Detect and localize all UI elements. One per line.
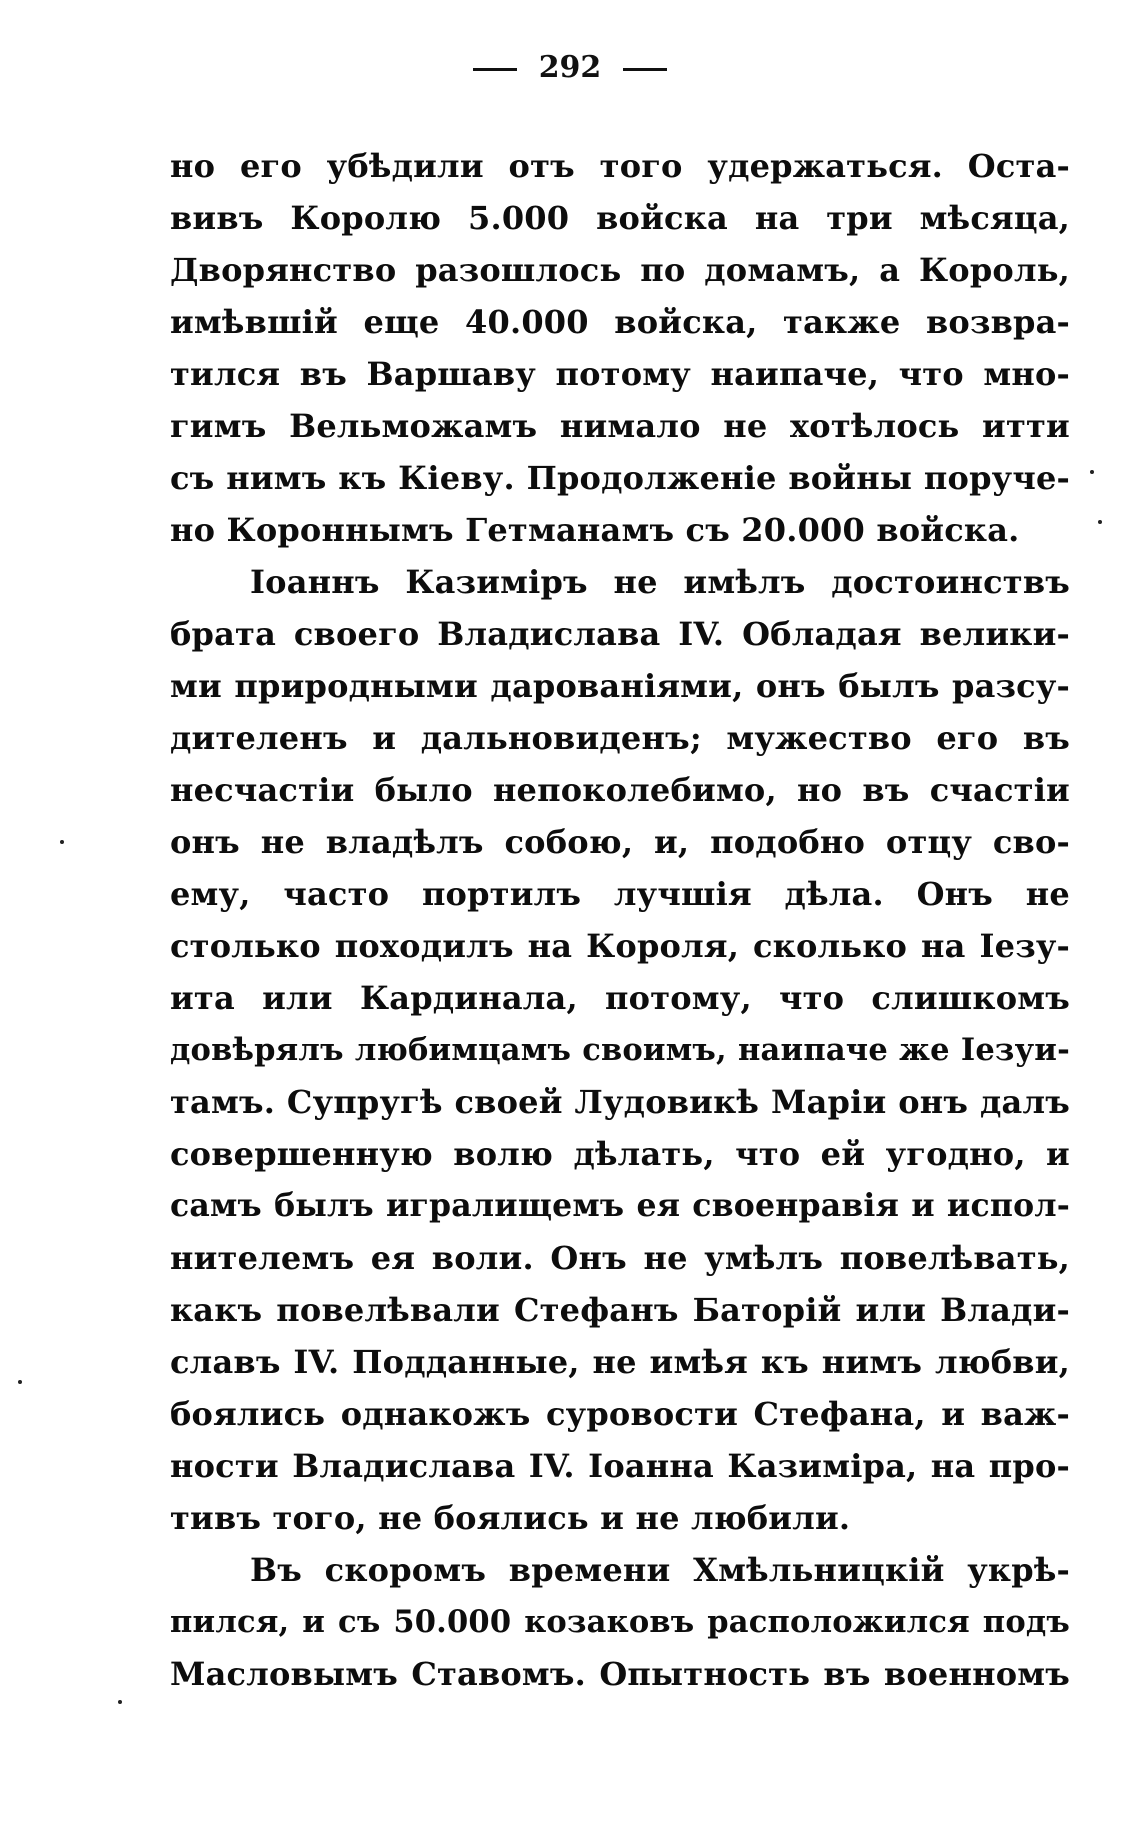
text-line: довѣрялъ любимцамъ своимъ, наипаче же Іезуи-: [170, 1032, 1070, 1068]
text-line: пился, и съ 50.000 козаковъ расположился подъ: [170, 1604, 1070, 1640]
text-line: но Короннымъ Гетманамъ съ 20.000 войска.: [170, 511, 1020, 549]
text-line: тивъ того, не боялись и не любили.: [170, 1499, 851, 1537]
print-speck: [60, 840, 64, 844]
text-line: совершенную волю дѣлать, что ей угодно, и: [170, 1135, 1070, 1173]
text-line: ми природными дарованіями, онъ былъ разсу-: [170, 667, 1070, 705]
text-line: ита или Кардинала, потому, что слишкомъ: [170, 979, 1070, 1017]
text-line: Масловымъ Ставомъ. Опытность въ военномъ: [170, 1655, 1070, 1693]
body-text: [170, 140, 1070, 1700]
text-line: славъ IV. Подданные, не имѣя къ нимъ любви,: [170, 1343, 1070, 1381]
text-line: боялись однакожъ суровости Стефана, и важ-: [170, 1395, 1070, 1433]
header-dash-left: [473, 68, 517, 71]
text-line: вивъ Королю 5.000 войска на три мѣсяца,: [170, 199, 1070, 237]
print-speck: [18, 1380, 22, 1384]
text-line: но его убѣдили отъ того удержаться. Оста-: [170, 147, 1070, 185]
text-line: съ нимъ къ Кіеву. Продолженіе войны поруче-: [170, 459, 1070, 497]
text-line: Дворянство разошлось по домамъ, а Король,: [170, 251, 1070, 289]
page-number: 292: [538, 50, 602, 85]
text-line: Іоаннъ Казиміръ не имѣлъ достоинствъ: [250, 563, 1070, 601]
text-line: ности Владислава IV. Іоанна Казиміра, на про-: [170, 1447, 1070, 1485]
text-line: Въ скоромъ времени Хмѣльницкій укрѣ-: [250, 1551, 1070, 1589]
print-speck: [118, 1700, 122, 1704]
page-header: [0, 50, 1140, 85]
text-line: какъ повелѣвали Стефанъ Баторій или Влади-: [170, 1291, 1070, 1329]
text-line: нителемъ ея воли. Онъ не умѣлъ повелѣвать,: [170, 1239, 1070, 1277]
text-line: онъ не владѣлъ собою, и, подобно отцу сво-: [170, 823, 1070, 861]
text-line: ему, часто портилъ лучшія дѣла. Онъ не: [170, 875, 1070, 913]
text-line: самъ былъ игралищемъ ея своенравія и испол-: [170, 1187, 1070, 1224]
text-line: тился въ Варшаву потому наипаче, что мно-: [170, 355, 1070, 393]
text-line: несчастіи было непоколебимо, но въ счастіи: [170, 771, 1070, 809]
text-line: имѣвшій еще 40.000 войска, также возвра-: [170, 303, 1070, 341]
text-line: столько походилъ на Короля, сколько на Іезу-: [170, 927, 1070, 965]
text-line: гимъ Вельможамъ нимало не хотѣлось итти: [170, 407, 1070, 445]
text-line: тамъ. Супругѣ своей Лудовикѣ Маріи онъ далъ: [170, 1083, 1070, 1121]
print-speck: [1090, 470, 1094, 474]
text-line: брата своего Владислава IV. Обладая велики-: [170, 615, 1070, 653]
header-dash-right: [623, 68, 667, 71]
text-line: дителенъ и дальновиденъ; мужество его въ: [170, 719, 1070, 757]
print-speck: [1098, 520, 1102, 524]
